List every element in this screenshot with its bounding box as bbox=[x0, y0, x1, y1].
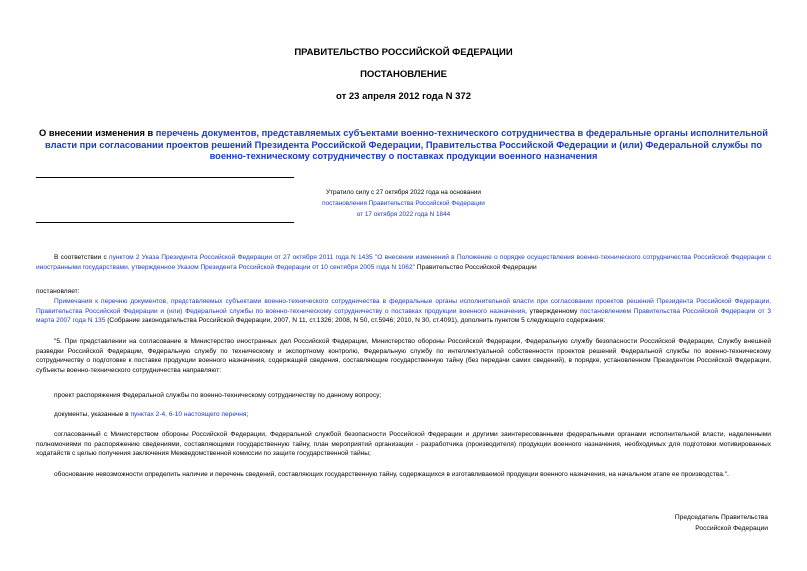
document-type: ПОСТАНОВЛЕНИЕ bbox=[360, 69, 447, 80]
document-date-number: от 23 апреля 2012 года N 372 bbox=[336, 91, 471, 102]
divider-bottom bbox=[36, 222, 294, 223]
paragraph-amendment bbox=[36, 297, 771, 326]
title-prefix: О внесении изменения в bbox=[39, 128, 156, 138]
points-link[interactable]: пунктах 2-4, 6-10 настоящего перечня bbox=[130, 411, 247, 418]
signature-line1: Председатель Правительства bbox=[674, 514, 768, 521]
paragraph-text: ; bbox=[246, 411, 249, 418]
signature-block bbox=[560, 513, 768, 534]
paragraph-text: , утвержденному bbox=[525, 307, 581, 315]
paragraph-text: Правительство Российской Федерации bbox=[414, 263, 537, 271]
notes-link[interactable]: Примечания к перечню документов, представляемых субъектами военно-технического сотрудничества в федеральные органы исполнительной власти при согласовании проектов решений Президента Российской Федерации, Правительства Российской Федерации и (или) Федеральной службы по военно-техническому сотрудничеству о поставках продукции военного назначения bbox=[36, 298, 771, 315]
decree-link[interactable]: пунктом 2 Указа Президента Российской Федерации от 27 октября 2011 года N 1435 "О внесении изменений в Положение о порядке осуществления военно-технического сотрудничества Российской Федерации с иностранными государствами, утвержденное Указом Президента Российской Федерации от 10 сентября 2005 года N 1062" bbox=[36, 254, 772, 271]
paragraph-documents bbox=[36, 410, 771, 420]
paragraph-point-5: "5. При представлении на согласование в Министерство иностранных дел Российской Федерации, Министерство обороны Российской Федерации, Федеральную службу безопасности Российской Федерации, Службу внешней разведки Российской Федерации, Федеральную службу по техническому и экспортному контролю, Федеральную службу по интеллектуальной собственности проектов решений Федеральной службы по военно-техническому сотрудничеству о подготовке к поставке продукции военного назначения, содержащей сведения, составляющие государственную тайну (без передачи самих сведений), в порядке, установленном Президентом Российской Федерации, субъекты военно-технического сотрудничества направляют: bbox=[36, 338, 771, 374]
government-heading: ПРАВИТЕЛЬСТВО РОССИЙСКОЙ ФЕДЕРАЦИИ bbox=[294, 47, 513, 58]
paragraph-text: (Собрание законодательства Российской Федерации, 2007, N 11, ст.1326; 2008, N 50, ст.5946; 2010, N 30, ст.4091), дополнить пунктом 5 следующего содержания: bbox=[105, 317, 606, 325]
paragraph-text: документы, указанные в bbox=[54, 411, 131, 418]
paragraph-justification: обоснование невозможности определить наличие и перечень сведений, составляющих государственную тайну, содержащихся в изготавливаемой продукции военного назначения, на начальном этапе ее производства.". bbox=[54, 471, 729, 478]
paragraph-draft-order: проект распоряжения Федеральной службы по военно-техническому сотрудничеству по данному вопросу; bbox=[54, 392, 382, 399]
document-title bbox=[36, 128, 771, 163]
divider-top bbox=[36, 177, 294, 178]
resolution-link[interactable]: постановлением Правительства Российской Федерации от 3 марта 2007 года N 135 bbox=[36, 307, 771, 325]
paragraph-basis bbox=[36, 253, 771, 272]
lost-force-link-date[interactable]: от 17 октября 2022 года N 1844 bbox=[356, 211, 451, 218]
lost-force-note bbox=[240, 187, 567, 220]
paragraph-text: В соответствии с bbox=[54, 254, 110, 261]
paragraph-resolves: постановляет: bbox=[36, 288, 80, 295]
lost-force-line1: Утратило силу с 27 октября 2022 года на основании bbox=[326, 189, 481, 196]
signature-line2: Российской Федерации bbox=[695, 524, 768, 532]
lost-force-link[interactable]: постановления Правительства Российской Федерации bbox=[322, 200, 485, 207]
paragraph-plan: согласованный с Министерством обороны Российской Федерации, Федеральной службой безопасности Российской Федерации и другими заинтересованными федеральными органами исполнительной власти, наделенными полномочиями по распоряжению сведениями, составляющими государственную тайну, план мероприятий организации - разработчика (производителя) продукции военного назначения, необходимых для подготовки мотивированных ходатайств с целью получения заключения Межведомственной комиссии по защите государственной тайны; bbox=[36, 431, 771, 458]
title-link[interactable]: перечень документов, представляемых субъектами военно-технического сотрудничества в федеральные органы исполнительной власти при согласовании проектов решений Президента Российской Федерации, Правительства Российской Федерации и (или) Федеральной службы по военно-техническому сотрудничеству о поставках продукции военного назначения bbox=[44, 128, 768, 161]
